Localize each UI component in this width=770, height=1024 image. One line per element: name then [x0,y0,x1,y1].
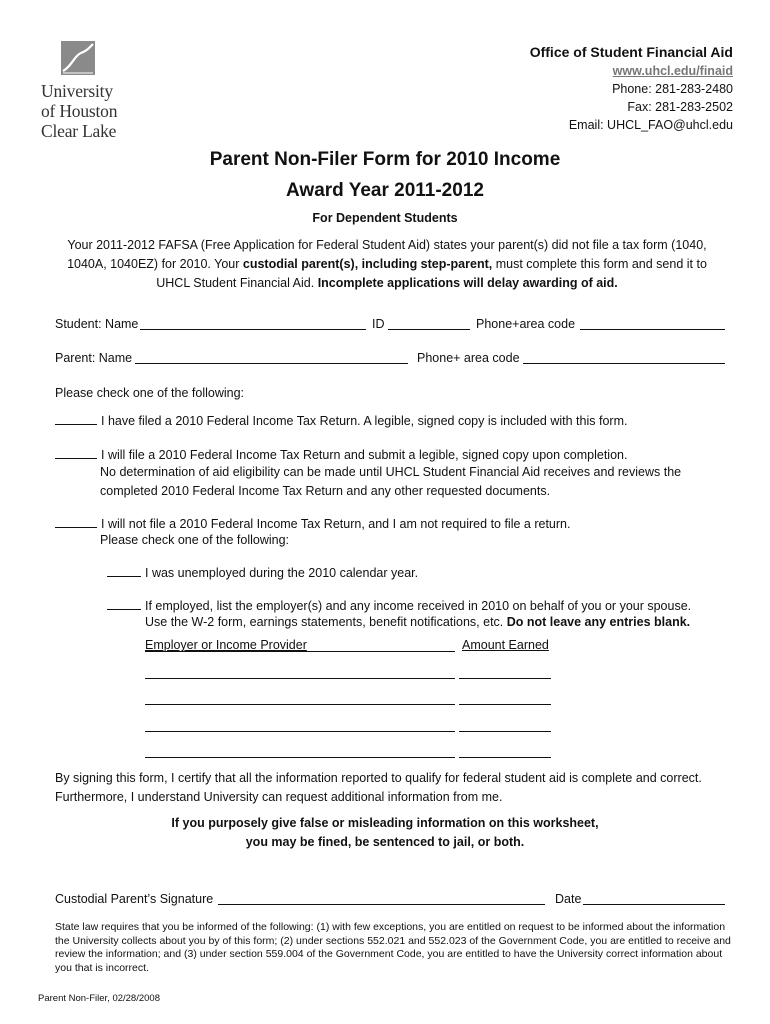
fax-number: Fax: 281-283-2502 [627,100,733,114]
amount-column-header: Amount Earned [462,638,549,652]
option-will-file-note-1: No determination of aid eligibility can be made until UHCL Student Financial Aid receives and reviews the [100,465,682,479]
intro-text-1: Your 2011-2012 FAFSA (Free Application for Federal Student Aid) states your parent(s) did not file a tax form (1040, 1040A, 1040EZ) for 2010. Your [67,238,707,271]
sub-option-unemployed-text: I was unemployed during the 2010 calendar year. [145,566,419,580]
intro-paragraph [55,236,719,293]
form-subtitle: For Dependent Students [312,211,458,225]
sub-option-employed [107,597,691,614]
employer-field-1[interactable] [145,678,455,679]
parent-phone-field[interactable] [523,363,725,364]
amount-field-1[interactable] [459,678,551,679]
warning-line-2: you may be fined, be sentenced to jail, or both. [245,835,525,849]
check-prompt: Please check one of the following: [55,386,245,400]
state-law-notice: State law requires that you be informed of the following: (1) with few exceptions, you are entitled on request to be informed about the information the University collects about you by of this form; (2) under sections 552.021 and 552.023 of the Government Code, you are entitled to receive and review the information; and (3) under section 559.004 of the Government Code, you are entitled to have the University correct information about you that is incorrect. [55,921,731,974]
university-logo-icon [61,41,95,75]
option-will-not-file-checkbox[interactable] [55,515,97,528]
option-will-file-checkbox[interactable] [55,446,97,459]
email-address: Email: UHCL_FAO@uhcl.edu [568,118,733,132]
id-field[interactable] [388,329,470,330]
option-will-not-file-prompt: Please check one of the following: [100,533,290,547]
sub-option-unemployed [107,564,418,581]
employer-field-2[interactable] [145,704,455,705]
sub-option-employed-text: If employed, list the employer(s) and any income received in 2010 on behalf of you or your spouse. [145,599,692,613]
university-logo-text [41,81,131,141]
certification-line-2: Furthermore, I understand University can request additional information from me. [55,790,503,804]
website-link[interactable]: www.uhcl.edu/finaid [612,64,733,78]
parent-phone-label: Phone+ area code [417,351,520,365]
option-will-not-file-text: I will not file a 2010 Federal Income Tax Return, and I am not required to file a return. [101,517,571,531]
sub-option-employed-note [145,614,690,630]
option-filed [55,412,627,429]
employer-field-4[interactable] [145,757,455,758]
sub-option-employed-checkbox[interactable] [107,597,141,610]
sub-option-employed-note-text: Use the W-2 form, earnings statements, benefit notifications, etc. [145,615,507,629]
date-field[interactable] [583,904,725,905]
phone-label: Phone+area code [476,317,576,331]
phone-number: Phone: 281-283-2480 [612,82,733,96]
certification-line-1: By signing this form, I certify that all the information reported to qualify for federal student aid is complete and correct. [55,771,702,785]
amount-field-4[interactable] [459,757,551,758]
parent-name-label: Parent: Name [55,351,133,365]
intro-bold-2: Incomplete applications will delay awarding of aid. [317,276,618,290]
sub-option-employed-note-bold: Do not leave any entries blank. [506,615,691,629]
student-name-field[interactable] [140,329,366,330]
form-footer: Parent Non-Filer, 02/28/2008 [38,993,160,1004]
office-name: Office of Student Financial Aid [529,44,733,60]
option-filed-checkbox[interactable] [55,412,97,425]
employer-field-3[interactable] [145,731,455,732]
sub-option-unemployed-checkbox[interactable] [107,564,141,577]
award-year-title: Award Year 2011-2012 [286,180,484,201]
intro-text-2: must complete this form and send it to UHCL Student Financial Aid. [156,257,707,290]
student-phone-field[interactable] [580,329,725,330]
employer-header-underline [145,651,455,652]
option-will-file-text: I will file a 2010 Federal Income Tax Return and submit a legible, signed copy upon completion. [101,448,628,462]
contact-block [530,42,733,134]
intro-bold-1: custodial parent(s), including step-parent, [242,257,493,271]
option-will-not-file [55,515,570,532]
form-title: Parent Non-Filer Form for 2010 Income [209,149,561,170]
parent-name-field[interactable] [135,363,408,364]
option-filed-text: I have filed a 2010 Federal Income Tax Return. A legible, signed copy is included with this form. [101,414,628,428]
option-will-file [55,446,627,463]
amount-field-2[interactable] [459,704,551,705]
warning-line-1: If you purposely give false or misleading information on this worksheet, [171,816,599,830]
logo-line-2: of Houston [41,101,118,121]
student-name-label: Student: Name [55,317,139,331]
logo-line-3: Clear Lake [41,121,117,141]
date-label: Date [555,892,582,906]
amount-field-3[interactable] [459,731,551,732]
signature-label: Custodial Parent’s Signature [55,892,214,906]
logo-line-1: University [41,81,113,101]
option-will-file-note-2: completed 2010 Federal Income Tax Return and any other requested documents. [100,484,551,498]
id-label: ID [372,317,385,331]
signature-field[interactable] [218,904,545,905]
employer-column-header: Employer or Income Provider [145,638,307,652]
